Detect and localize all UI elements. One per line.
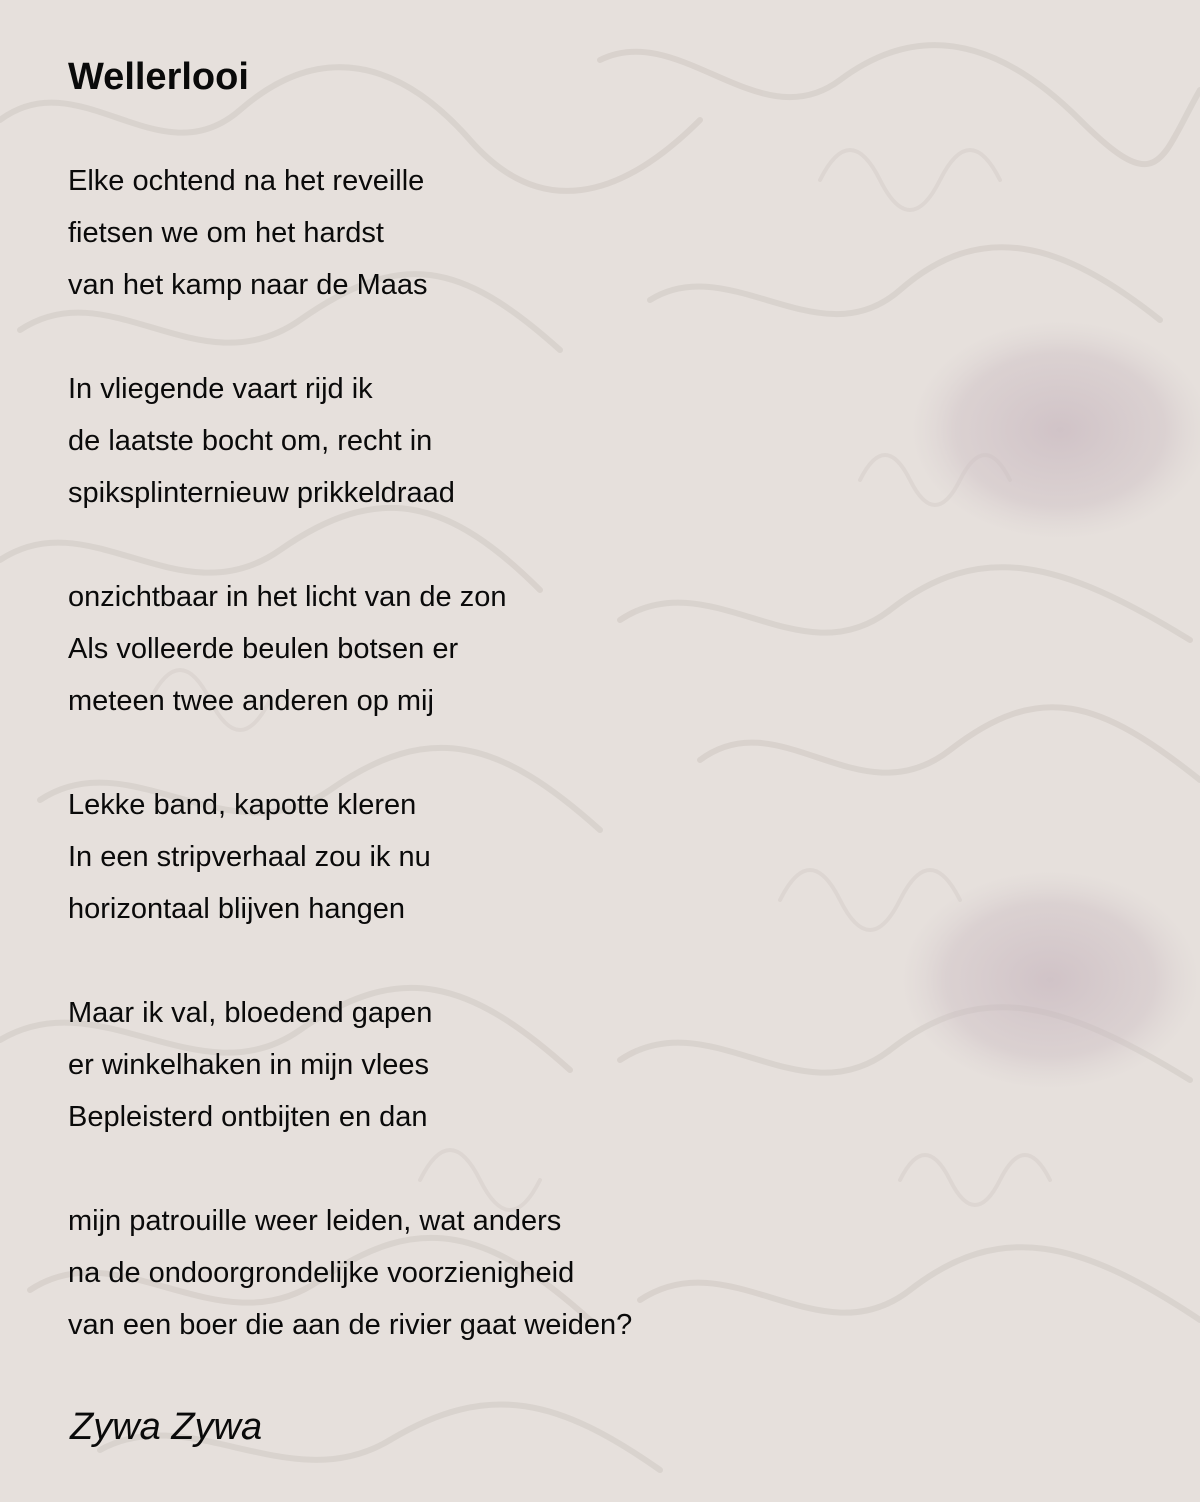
poem-line: Als volleerde beulen botsen er <box>68 633 459 665</box>
poem-line: In een stripverhaal zou ik nu <box>68 841 431 873</box>
poem-line: onzichtbaar in het licht van de zon <box>68 581 507 613</box>
poem-line: horizontaal blijven hangen <box>68 893 405 925</box>
poem-author: Zywa Zywa <box>70 1406 263 1448</box>
poem-line: spiksplinternieuw prikkeldraad <box>68 477 455 509</box>
poem-line: Elke ochtend na het reveille <box>68 165 425 197</box>
poem-line: Lekke band, kapotte kleren <box>68 789 417 821</box>
poem-line: de laatste bocht om, recht in <box>68 425 433 457</box>
poem-title: Wellerlooi <box>68 56 249 98</box>
poem-line: Maar ik val, bloedend gapen <box>68 997 433 1029</box>
stanza-3 <box>68 571 632 727</box>
poem-line: er winkelhaken in mijn vlees <box>68 1049 430 1081</box>
stanza-2 <box>68 363 632 519</box>
stanza-6 <box>68 1195 632 1351</box>
poem-line: In vliegende vaart rijd ik <box>68 373 373 405</box>
stanza-5 <box>68 987 632 1143</box>
poem-line: na de ondoorgrondelijke voorzienigheid <box>68 1257 575 1289</box>
poem-line: fietsen we om het hardst <box>68 217 384 249</box>
stanza-4 <box>68 779 632 935</box>
poem-line: meteen twee anderen op mij <box>68 685 434 717</box>
poem-line: van het kamp naar de Maas <box>68 269 428 301</box>
poem-line: mijn patrouille weer leiden, wat anders <box>68 1205 562 1237</box>
stanza-1 <box>68 155 632 311</box>
poem-body <box>68 155 632 1403</box>
poem-line: van een boer die aan de rivier gaat weiden? <box>68 1309 633 1341</box>
poem-line: Bepleisterd ontbijten en dan <box>68 1101 428 1133</box>
